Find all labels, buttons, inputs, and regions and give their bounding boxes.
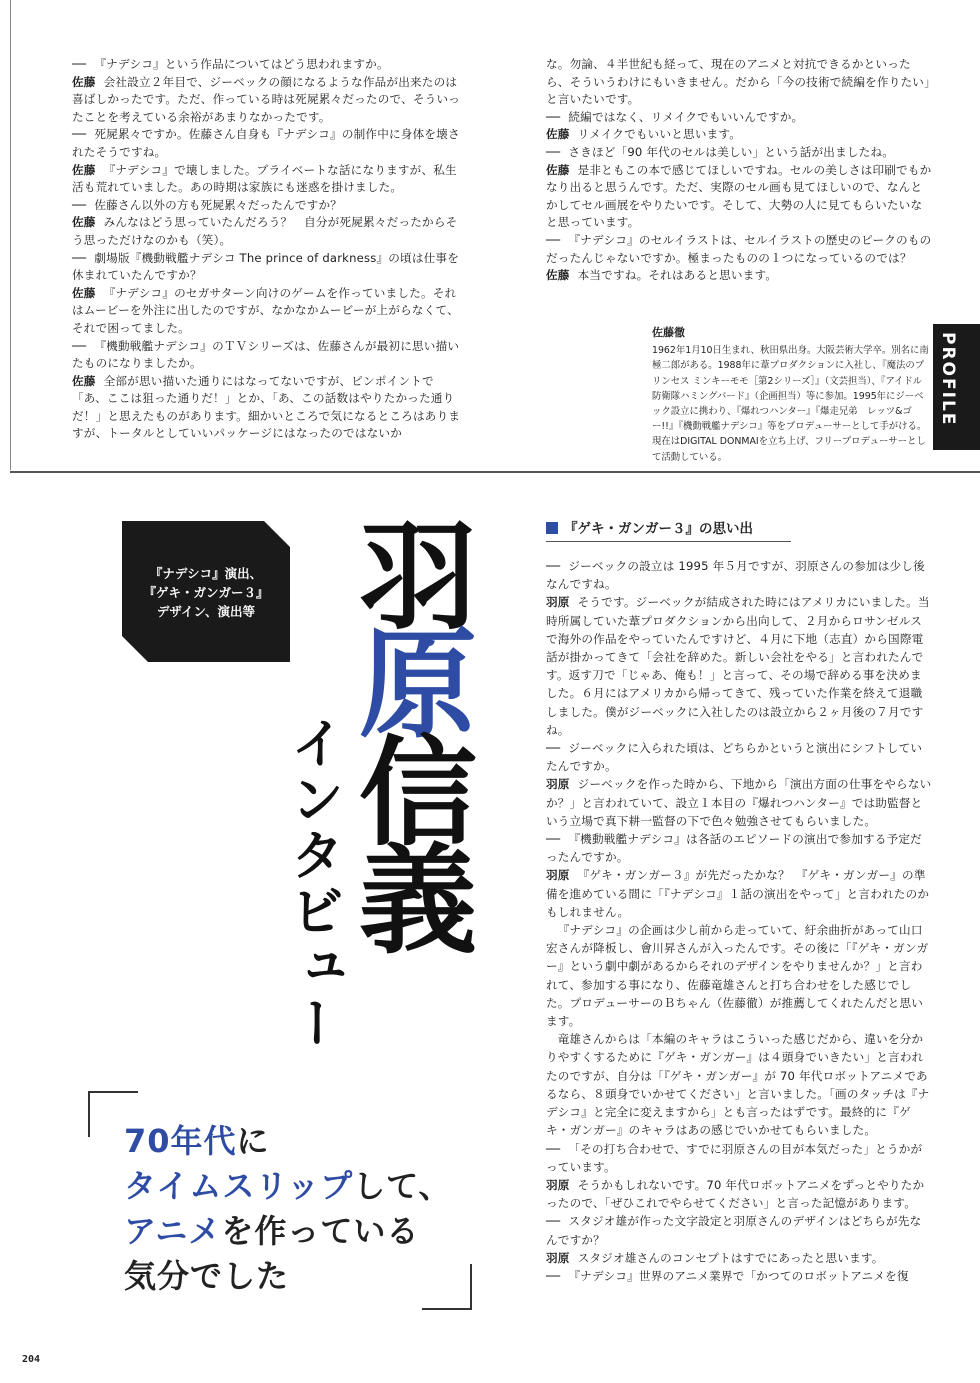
paragraph-text: 「その打ち合わせで、すでに羽原さんの目が本気だった」とうかがっています。 [546, 1141, 923, 1174]
role-box [122, 521, 290, 662]
pull-quote-line [124, 1209, 451, 1254]
speaker-label: 佐藤 [72, 285, 96, 300]
speaker-label: ── [546, 559, 561, 573]
paragraph [546, 1267, 932, 1285]
pull-quote-segment: アニメ [124, 1212, 222, 1250]
name-char: 羽 [339, 514, 477, 622]
paragraph-text: 『ナデシコ』という作品についてはどう思われますか。 [94, 57, 389, 71]
speaker-label: ── [72, 57, 87, 71]
paragraph-text: 『ナデシコ』世界のアニメ業界で「かつてのロボットアニメを復 [568, 1268, 909, 1283]
paragraph [72, 74, 464, 127]
pull-quote-segment: を作っている [221, 1212, 420, 1250]
paragraph-text: スタジオ雄さんのコンセプトはすでにあったと思います。 [577, 1250, 884, 1265]
page-edge-line [10, 0, 11, 470]
paragraph [546, 109, 932, 127]
section-heading [546, 517, 753, 537]
speaker-label: ── [546, 232, 561, 247]
speaker-label: ── [546, 741, 561, 756]
paragraph-text: 本当ですね。それはあると思います。 [577, 268, 778, 283]
paragraph-text: スタジオ雄が作った文字設定と羽原さんのデザインはどちらが先なんですか？ [546, 1214, 922, 1247]
paragraph-text: ジーベックに入られた頃は、どちらかというと演出にシフトしていたんですか。 [546, 741, 923, 774]
top-left-column [72, 56, 464, 443]
paragraph-text: 劇場版『機動戦艦ナデシコ The prince of darkness』の頃は仕事を休まれていたんですか？ [72, 250, 460, 283]
pull-quote [124, 1119, 451, 1299]
paragraph-text: 『機動戦艦ナデシコ』は各話のエピソードの演出で参加する予定だったんですか。 [546, 832, 922, 865]
paragraph [72, 214, 464, 249]
pull-quote-segment: タイムスリップ [124, 1167, 354, 1205]
paragraph-text: ジーベックの設立は 1995 年５月ですが、羽原さんの参加は少し後なんですね。 [546, 559, 925, 592]
paragraph-text: 『ナデシコ』の企画は少し前から走っていて、紆余曲折があって山口宏さんが降板し、會川昇さんが入ったんです。その後に「『ゲキ・ガンガー』という劇中劇があるからそれのデザインをやりませんか？」と言われて、参加する事になり、佐藤竜雄さんと打ち合わせをした感じでした。プロデューサーのＢちゃん（佐藤徹）が推薦してくれたんだと思います。 [546, 923, 929, 1029]
paragraph-text: 続編ではなく、リメイクでもいいんですか。 [568, 109, 804, 124]
paragraph [546, 1030, 932, 1139]
paragraph [546, 739, 932, 775]
speaker-label: ── [72, 250, 87, 265]
interview-column [546, 557, 932, 1285]
role-line: 『ナデシコ』演出、 [149, 566, 263, 581]
pull-quote-line [124, 1164, 451, 1209]
paragraph-text: 竜雄さんからは「本編のキャラはこういった感じだから、違いを分かりやすくするために『ゲキ・ガンガー』は４頭身でいきたい」と言われたのですが、自分は「『ゲキ・ガンガー』が 70 年代ロボットアニメであるなら、８頭身でいかせてください」と言いました。「画のタッチは『ナデシコ』と完全に変えますから」とも言ったはずです。最終的に『ゲキ・ガンガー』のキャラはあの感じでいかせてもらいました。 [546, 1032, 930, 1138]
paragraph [546, 593, 932, 739]
name-char: 原 [339, 622, 477, 730]
paragraph-text: ジーベックを作った時から、下地から「演出方面の仕事をやらないか？」と言われていて、設立１本目の『爆れつハンター』では助監督という立場で真下耕一監督の下で色々勉強させてもらいました。 [546, 777, 932, 828]
speaker-label: ── [72, 197, 87, 212]
paragraph-text: な。勿論、４半世紀も経って、現在のアニメと対抗できるかといったら、そういうわけにもいきません。だから「今の技術で続編を作りたい」と言いたいです。 [546, 57, 931, 107]
speaker-label: 佐藤 [546, 127, 570, 142]
paragraph-text: さきほど「90 年代のセルは美しい」という話が出ましたね。 [568, 144, 895, 159]
name-char: 信 [339, 730, 477, 838]
paragraph [546, 56, 932, 109]
paragraph [546, 557, 932, 593]
paragraph-text: 『ナデシコ』で壊しました。プライベートな話になりますが、私生活も荒れていました。あの時期は家族にも迷惑を掛けました。 [72, 162, 457, 195]
section-heading-text: 『ゲキ・ガンガー３』の思い出 [564, 521, 753, 537]
paragraph [72, 285, 464, 338]
paragraph-text: 『ゲキ・ガンガー３』が先だったかな？ 『ゲキ・ガンガー』の準備を進めている間に「『ナデシコ』１話の演出をやって」と言われたのかもしれません。 [546, 868, 930, 919]
paragraph [72, 250, 464, 285]
speaker-label: ── [546, 832, 561, 847]
paragraph [72, 197, 464, 215]
speaker-label: 羽原 [546, 1250, 570, 1265]
speaker-label: ── [72, 338, 87, 353]
pull-quote-line [124, 1254, 451, 1299]
pull-quote-line [124, 1119, 451, 1164]
paragraph [546, 267, 932, 285]
paragraph [546, 830, 932, 866]
paragraph-text: 『ナデシコ』のセルイラストは、セルイラストの歴史のピークのものだったんじゃないですか。極まったものの１つになっているのでは？ [546, 232, 932, 265]
paragraph-text: 会社設立２年目で、ジーベックの顔になるような作品が出来たのは喜ばしかったです。ただ、作っている時は死屍累々だったので、そういったことを考えている余裕があまりなかったです。 [72, 74, 461, 124]
pull-quote-segment: して、 [353, 1167, 452, 1205]
pull-quote-segment: 70年代 [124, 1122, 237, 1160]
role-line: 『ゲキ・ガンガー３』 [143, 585, 269, 600]
paragraph-text: みんなはどう思っていたんだろう？ 自分が死屍累々だったからそう思っただけなのかも（笑）。 [72, 215, 458, 247]
paragraph-text: 『機動戦艦ナデシコ』のＴＶシリーズは、佐藤さんが最初に思い描いたものになりましたか。 [72, 338, 460, 371]
top-right-column [546, 56, 932, 285]
page-number: 204 [22, 1354, 41, 1365]
profile-text: 1962年1月10日生まれ、秋田県出身。大阪芸術大学卒。別名に南極二郎がある。1988年に葦プロダクションに入社し、『魔法のプリンセス ミンキーモモ［第2シリーズ］』（文芸担当）、『アイドル防衛隊ハミングバード』（企画担当）等に参加。1995年にジーベック設立に携わり、『爆れつハンター』『爆走兄弟 レッツ&ゴー!!』『機動戦艦ナデシコ』等をプロデューサーとして手がける。現在はDIGITAL DONMAIを立ち上げ、フリープロデューサーとして活動している。 [652, 345, 929, 463]
paragraph [546, 232, 932, 267]
speaker-label: 羽原 [546, 1177, 570, 1192]
speaker-label: 羽原 [546, 595, 570, 610]
paragraph-text: リメイクでもいいと思います。 [577, 127, 742, 142]
speaker-label: ── [546, 144, 561, 159]
paragraph [546, 1176, 932, 1212]
profile-box [652, 325, 930, 465]
square-bullet-icon [546, 522, 558, 534]
speaker-label: ── [546, 1141, 561, 1156]
profile-tab [933, 324, 980, 450]
paragraph [546, 162, 932, 232]
paragraph [72, 338, 464, 373]
paragraph [546, 144, 932, 162]
paragraph [546, 866, 932, 921]
paragraph [72, 56, 464, 74]
paragraph-text: 全部が思い描いた通りにはなってないですが、ピンポイントで「あ、ここは狙った通りだ！」とか、「あ、この話数はやりたかった通りだ！」と思えたものがあります。細かいところで気になるところはありますが、トータルとしていいパッケージにはなったのではないか [72, 373, 461, 441]
speaker-label: 佐藤 [546, 268, 570, 283]
paragraph [546, 921, 932, 1030]
profile-tab-label: PROFILE [938, 332, 958, 427]
paragraph [72, 373, 464, 443]
speaker-label: 羽原 [546, 868, 570, 883]
interviewee-name [338, 514, 478, 946]
paragraph-text: そうかもしれないです。70 年代ロボットアニメをずっとやりたかったので、「ぜひこれでやらせてください」と言った記憶があります。 [546, 1177, 925, 1211]
speaker-label: ── [72, 127, 87, 142]
paragraph-text: そうです。ジーベックが結成された時にはアメリカにいました。当時所属していた葦プロダクションから出向して、２月からロサンゼルスで海外の作品をやっていたんですけど、４月に下地（志直）から国際電話が掛かってきて「会社を辞めた。新しい会社をやる」と言われたんです。返す刀で「じゃあ、俺も！」と言って、その場で辞める事を決めました。６月にはアメリカから帰ってきて、残っていた作業を終えて退職しました。僕がジーベックに入社したのは設立から２ヶ月後の７月ですね。 [546, 595, 930, 737]
paragraph-text: 是非ともこの本で感じてほしいですね。セルの美しさは印刷でもかなり出ると思うんです。ただ、実際のセル画も見てほしいので、なんとかしてセル画展をやりたいです。そして、大勢の人に見てもらいたいなと思っています。 [546, 162, 932, 230]
paragraph [546, 1249, 932, 1267]
speaker-label: 佐藤 [72, 74, 96, 89]
speaker-label: ── [546, 1214, 561, 1229]
pull-quote-segment: に [236, 1122, 270, 1160]
paragraph-text: 死屍累々ですか。佐藤さん自身も『ナデシコ』の制作中に身体を壊されたそうですね。 [72, 127, 460, 159]
speaker-label: ── [546, 1268, 561, 1283]
speaker-label: 佐藤 [72, 373, 96, 388]
paragraph [546, 1140, 932, 1176]
paragraph [72, 126, 464, 161]
section-divider [10, 471, 980, 473]
paragraph-text: 『ナデシコ』のセガサターン向けのゲームを作っていました。それはムービーを外注に出したのですが、なかなかムービーが上がらなくて、それで困ってました。 [72, 285, 459, 335]
name-char: 義 [339, 838, 477, 946]
paragraph [546, 1212, 932, 1248]
profile-name: 佐藤徹 [652, 326, 685, 339]
role-lines [122, 564, 290, 621]
speaker-label: ── [546, 109, 561, 124]
speaker-label: 羽原 [546, 777, 570, 792]
section-heading-underline [546, 541, 791, 542]
paragraph [546, 775, 932, 830]
speaker-label: 佐藤 [72, 162, 96, 177]
pull-quote-segment: 気分でした [124, 1257, 290, 1295]
speaker-label: 佐藤 [546, 162, 570, 177]
paragraph [546, 126, 932, 144]
paragraph [72, 162, 464, 197]
interview-subtitle: インタビュー [282, 715, 345, 1051]
role-line: デザイン、演出等 [156, 604, 256, 619]
paragraph-text: 佐藤さん以外の方も死屍累々だったんですか？ [94, 197, 343, 212]
speaker-label: 佐藤 [72, 215, 96, 230]
